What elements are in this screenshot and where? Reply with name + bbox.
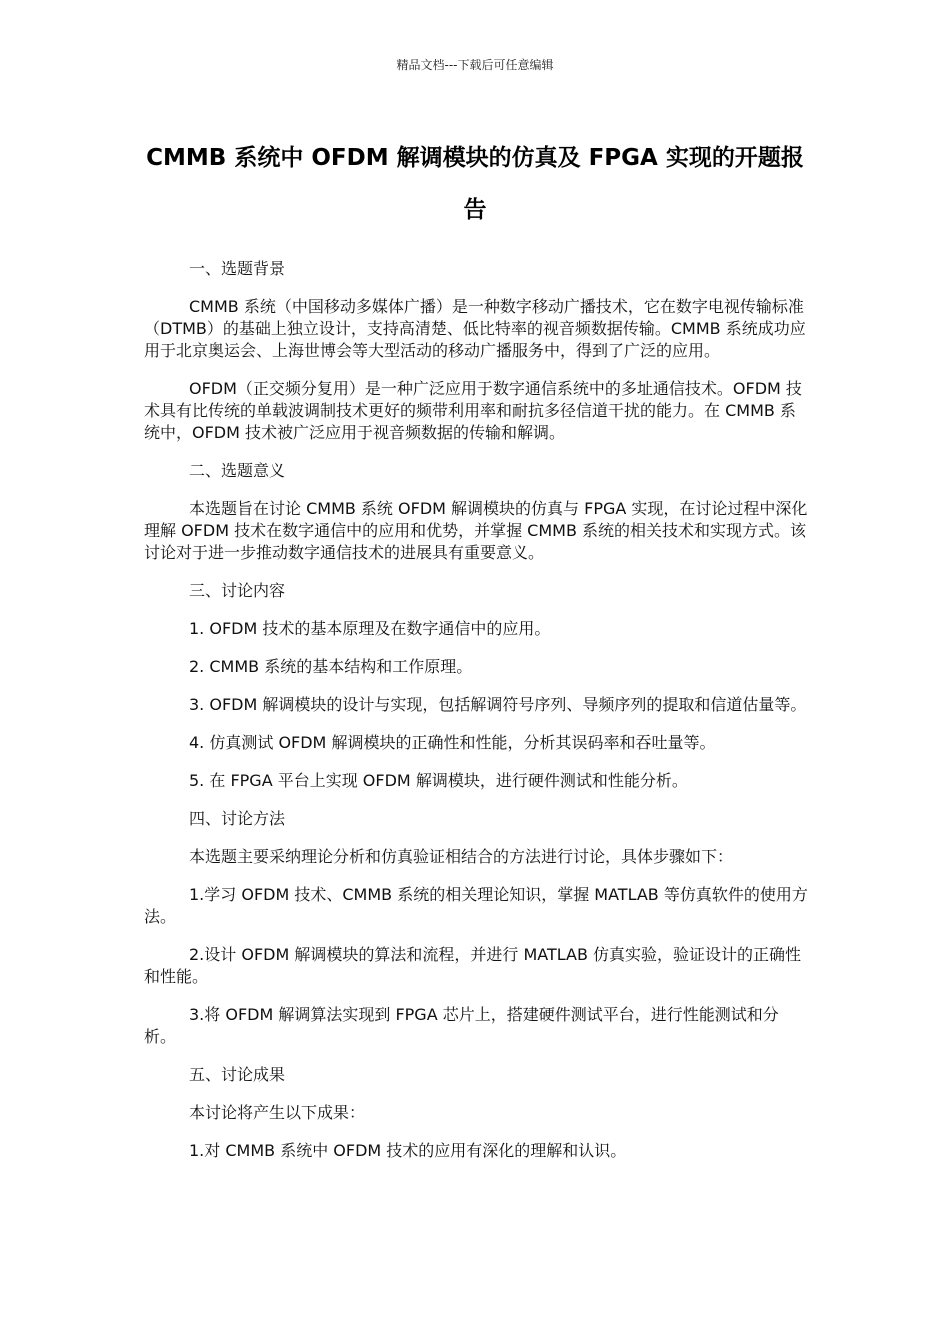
document-body: [144, 258, 808, 1178]
document-title: CMMB 系统中 OFDM 解调模块的仿真及 FPGA 实现的开题报告: [146, 145, 804, 223]
paragraph-cmmb-intro: CMMB 系统（中国移动多媒体广播）是一种数字移动广播技术，它在数字电视传输标准（DTMB）的基础上独立设计，支持高清楚、低比特率的视音频数据传输。CMMB 系统成功应用于北京奥运会、上海世博会等大型活动的移动广播服务中，得到了广泛的应用。: [144, 297, 806, 360]
paragraph-significance: 本选题旨在讨论 CMMB 系统 OFDM 解调模块的仿真与 FPGA 实现，在讨论过程中深化理解 OFDM 技术在数字通信中的应用和优势，并掌握 CMMB 系统的相关技术和实现方式。该讨论对于进一步推动数字通信技术的进展具有重要意义。: [144, 499, 808, 562]
section-heading-significance: 二、选题意义: [189, 461, 286, 480]
list-item-method-1: 1.学习 OFDM 技术、CMMB 系统的相关理论知识，掌握 MATLAB 等仿真软件的使用方法。: [144, 885, 808, 926]
section-heading-content: 三、讨论内容: [189, 581, 286, 600]
list-item-content-5: 5. 在 FPGA 平台上实现 OFDM 解调模块，进行硬件测试和性能分析。: [189, 771, 688, 790]
paragraph-ofdm-intro: OFDM（正交频分复用）是一种广泛应用于数字通信系统中的多址通信技术。OFDM 技术具有比传统的单载波调制技术更好的频带利用率和耐抗多径信道干扰的能力。在 CMMB 系统中，OFDM 技术被广泛应用于视音频数据的传输和解调。: [144, 379, 802, 442]
list-item-method-3: 3.将 OFDM 解调算法实现到 FPGA 芯片上，搭建硬件测试平台，进行性能测试和分析。: [144, 1005, 779, 1046]
page-header: 精品文档---下载后可任意编辑: [396, 58, 554, 72]
list-item-method-2: 2.设计 OFDM 解调模块的算法和流程，并进行 MATLAB 仿真实验，验证设计的正确性和性能。: [144, 945, 802, 986]
list-item-content-4: 4. 仿真测试 OFDM 解调模块的正确性和性能，分析其误码率和吞吐量等。: [189, 733, 716, 752]
section-heading-method: 四、讨论方法: [189, 809, 286, 828]
paragraph-results-intro: 本讨论将产生以下成果：: [189, 1103, 366, 1122]
paragraph-method-intro: 本选题主要采纳理论分析和仿真验证相结合的方法进行讨论，具体步骤如下：: [189, 847, 734, 866]
section-heading-results: 五、讨论成果: [189, 1065, 286, 1084]
list-item-content-3: 3. OFDM 解调模块的设计与实现，包括解调符号序列、导频序列的提取和信道估量等。: [189, 695, 807, 714]
list-item-content-2: 2. CMMB 系统的基本结构和工作原理。: [189, 657, 473, 676]
section-heading-background: 一、选题背景: [189, 259, 286, 278]
list-item-content-1: 1. OFDM 技术的基本原理及在数字通信中的应用。: [189, 619, 551, 638]
list-item-results-1: 1.对 CMMB 系统中 OFDM 技术的应用有深化的理解和认识。: [189, 1141, 627, 1160]
